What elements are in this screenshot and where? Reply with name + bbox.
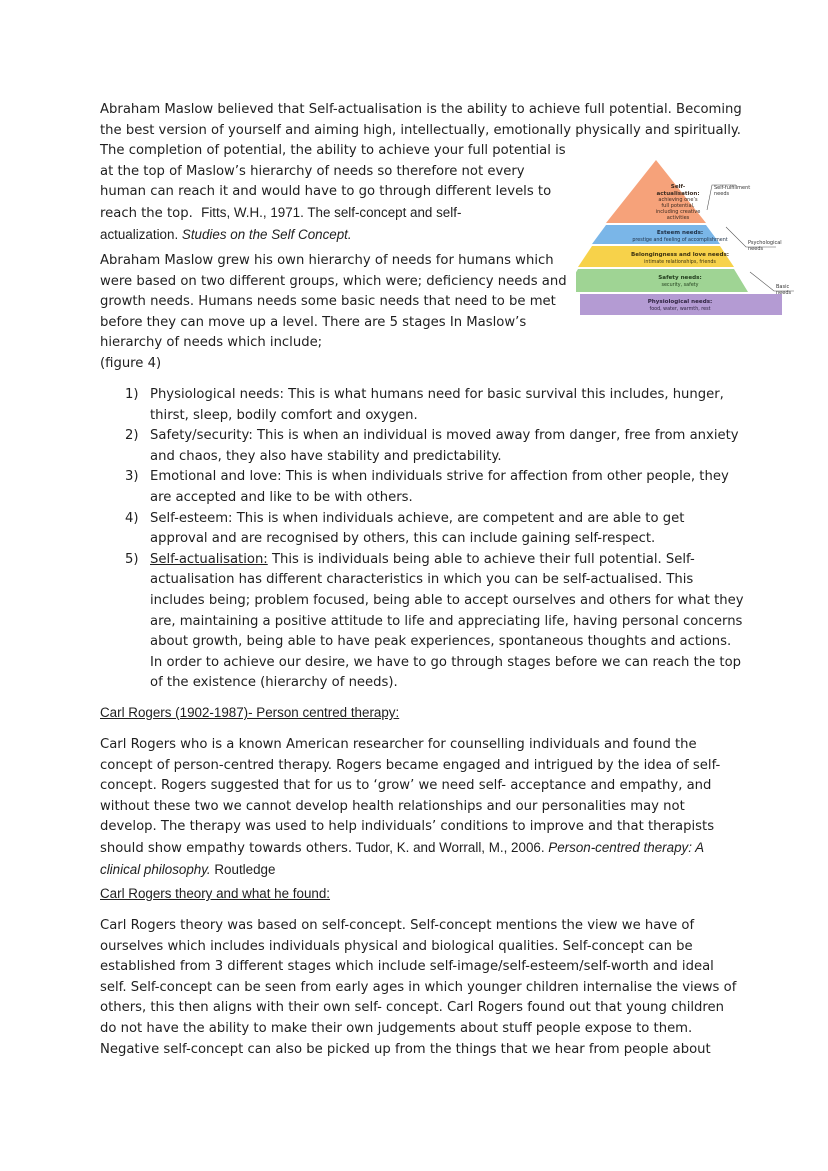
rogers-line: concept. Rogers suggested that for us to ‘grow’ we need self- acceptance and empathy, and: [100, 778, 712, 794]
maslow-line: hierarchy of needs which include;: [100, 335, 323, 351]
side-label: Self-fulfillment: [714, 185, 751, 191]
list-line: and chaos, they also have stability and predictability.: [150, 448, 502, 464]
list-item: [100, 385, 744, 426]
tier-title: Safety needs:: [658, 275, 702, 281]
citation-fitts-cont: actualization.: [100, 226, 182, 242]
tier-line: actualisation:: [656, 191, 700, 197]
maslow-line: before they can move up a level. There are 5 stages In Maslow’s: [100, 314, 527, 330]
figure-reference: (figure 4): [100, 355, 162, 371]
list-line: Safety/security: This is when an individual is moved away from danger, free from anxiety: [150, 428, 739, 444]
citation-fitts-title: Studies on the Self Concept.: [181, 226, 352, 242]
tier-line: achieving one’s: [658, 197, 698, 203]
side-label: Basic: [776, 284, 790, 290]
theory-line: established from 3 different stages which include self-image/self-esteem/self-worth and ideal: [100, 959, 714, 975]
list-line: Physiological needs: This is what humans need for basic survival this includes, hunger,: [150, 387, 724, 402]
tier-line: full potential,: [661, 203, 695, 209]
maslow-paragraph: [100, 251, 567, 375]
list-line: about growth, being able to have peak experiences, spontaneous thoughts and actions.: [150, 634, 732, 650]
maslow-line: were based on two different groups, which were; deficiency needs and: [100, 273, 567, 289]
tier-line: food, water, warmth, rest: [649, 307, 711, 312]
theory-line: Negative self-concept can also be picked up from the things that we hear from people about: [100, 1041, 711, 1057]
maslow-pyramid-figure: [576, 155, 796, 320]
intro-line: the best version of yourself and aiming high, intellectually, emotionally physically and spiritually.: [100, 122, 741, 138]
tier-line: activities: [666, 215, 690, 221]
list-line: thirst, sleep, bodily comfort and oxygen.: [150, 407, 418, 423]
theory-line: ourselves which includes individuals physical and biological qualities. Self-concept can be: [100, 938, 693, 954]
list-number: 3): [125, 469, 139, 485]
theory-line: Carl Rogers theory was based on self-concept. Self-concept mentions the view we have of: [100, 918, 695, 933]
list-item: [100, 509, 744, 550]
section-heading-theory: Carl Rogers theory and what he found:: [100, 886, 331, 901]
tier-title: Belongingness and love needs:: [630, 252, 730, 258]
rogers-line: concept of person-centred therapy. Rogers became engaged and intrigued by the idea of self-: [100, 757, 721, 773]
list-line: are, maintaining a positive attitude to life and appreciating life, having personal concerns: [150, 613, 743, 629]
list-item: [100, 550, 744, 694]
list-line: approval and are recognised by others, this can include gaining self-respect.: [150, 531, 656, 547]
tier-line: prestige and feeling of accomplishment: [632, 238, 728, 243]
needs-list: [100, 385, 744, 694]
rogers-line: without these two we cannot develop health relationships and our personalities may not: [100, 798, 685, 814]
intro-line: human can reach it and would have to go through different levels to: [100, 184, 552, 200]
rogers-line: develop. The therapy was used to help individuals’ conditions to improve and that therapists: [100, 819, 715, 835]
list-number: 1): [125, 387, 139, 402]
side-label: needs: [776, 290, 792, 296]
theory-line: do not have the ability to make their own judgements about stuff people expose to them.: [100, 1020, 693, 1036]
list-line: of the existence (hierarchy of needs).: [150, 675, 398, 691]
list-number: 5): [125, 551, 139, 567]
maslow-line: Abraham Maslow grew his own hierarchy of needs for humans which: [100, 253, 554, 268]
section-heading-rogers: Carl Rogers (1902-1987)- Person centred therapy:: [100, 705, 400, 720]
tier-line: intimate relationships, friends: [644, 260, 716, 265]
side-label: needs: [748, 246, 764, 252]
list-line: actualisation has different characteristics in which you can be self-actualised. This: [150, 572, 694, 588]
theory-line: others, this then aligns with their own self- concept. Carl Rogers found out that young children: [100, 1000, 725, 1016]
tier-line: security, safety: [661, 283, 699, 288]
tier-line: including creative: [655, 209, 701, 215]
list-line: This is individuals being able to achieve their full potential. Self-: [267, 551, 695, 567]
citation-tudor-title-cont: clinical philosophy.: [100, 861, 211, 877]
citation-tudor-title: Person-centred therapy: A: [548, 839, 705, 855]
side-label: Psychological: [748, 240, 782, 246]
list-item: [100, 426, 744, 467]
self-actualisation-term: Self-actualisation:: [150, 551, 268, 567]
intro-line: reach the top.: [100, 205, 193, 221]
citation-tudor: Tudor, K. and Worrall, M., 2006.: [352, 839, 549, 855]
maslow-line: growth needs. Humans needs some basic needs that need to be met: [100, 294, 556, 310]
citation-tudor-publisher: Routledge: [210, 861, 276, 877]
side-label: needs: [714, 191, 730, 197]
list-line: Emotional and love: This is when individuals strive for affection from other people, they: [150, 469, 729, 485]
rogers-line: Carl Rogers who is a known American researcher for counselling individuals and found the: [100, 737, 697, 752]
tier-title: Physiological needs:: [647, 299, 713, 305]
intro-line: The completion of potential, the ability to achieve your full potential is: [100, 143, 566, 159]
intro-line: at the top of Maslow’s hierarchy of needs so therefore not every: [100, 163, 525, 179]
list-line: Self-esteem: This is when individuals achieve, are competent and are able to get: [150, 510, 685, 526]
tier-title: Self-: [670, 184, 686, 190]
intro-line: Abraham Maslow believed that Self-actualisation is the ability to achieve full potential. Becoming: [100, 102, 742, 117]
list-item: [100, 467, 744, 508]
rogers-line: should show empathy towards others.: [100, 840, 353, 856]
list-number: 2): [125, 428, 139, 444]
citation-fitts: Fitts, W.H., 1971. The self-concept and self-: [201, 204, 462, 220]
list-line: are accepted and like to be with others.: [150, 489, 413, 505]
rogers-paragraph: [100, 735, 720, 880]
theory-paragraph: [100, 916, 736, 1060]
list-line: includes being; problem focused, being able to accept ourselves and others for what they: [150, 592, 744, 608]
list-number: 4): [125, 510, 139, 526]
list-line: In order to achieve our desire, we have to go through stages before we can reach the top: [150, 654, 742, 670]
theory-line: self. Self-concept can be seen from early ages in which younger children internalise the views of: [100, 979, 737, 995]
tier-title: Esteem needs:: [656, 230, 704, 236]
